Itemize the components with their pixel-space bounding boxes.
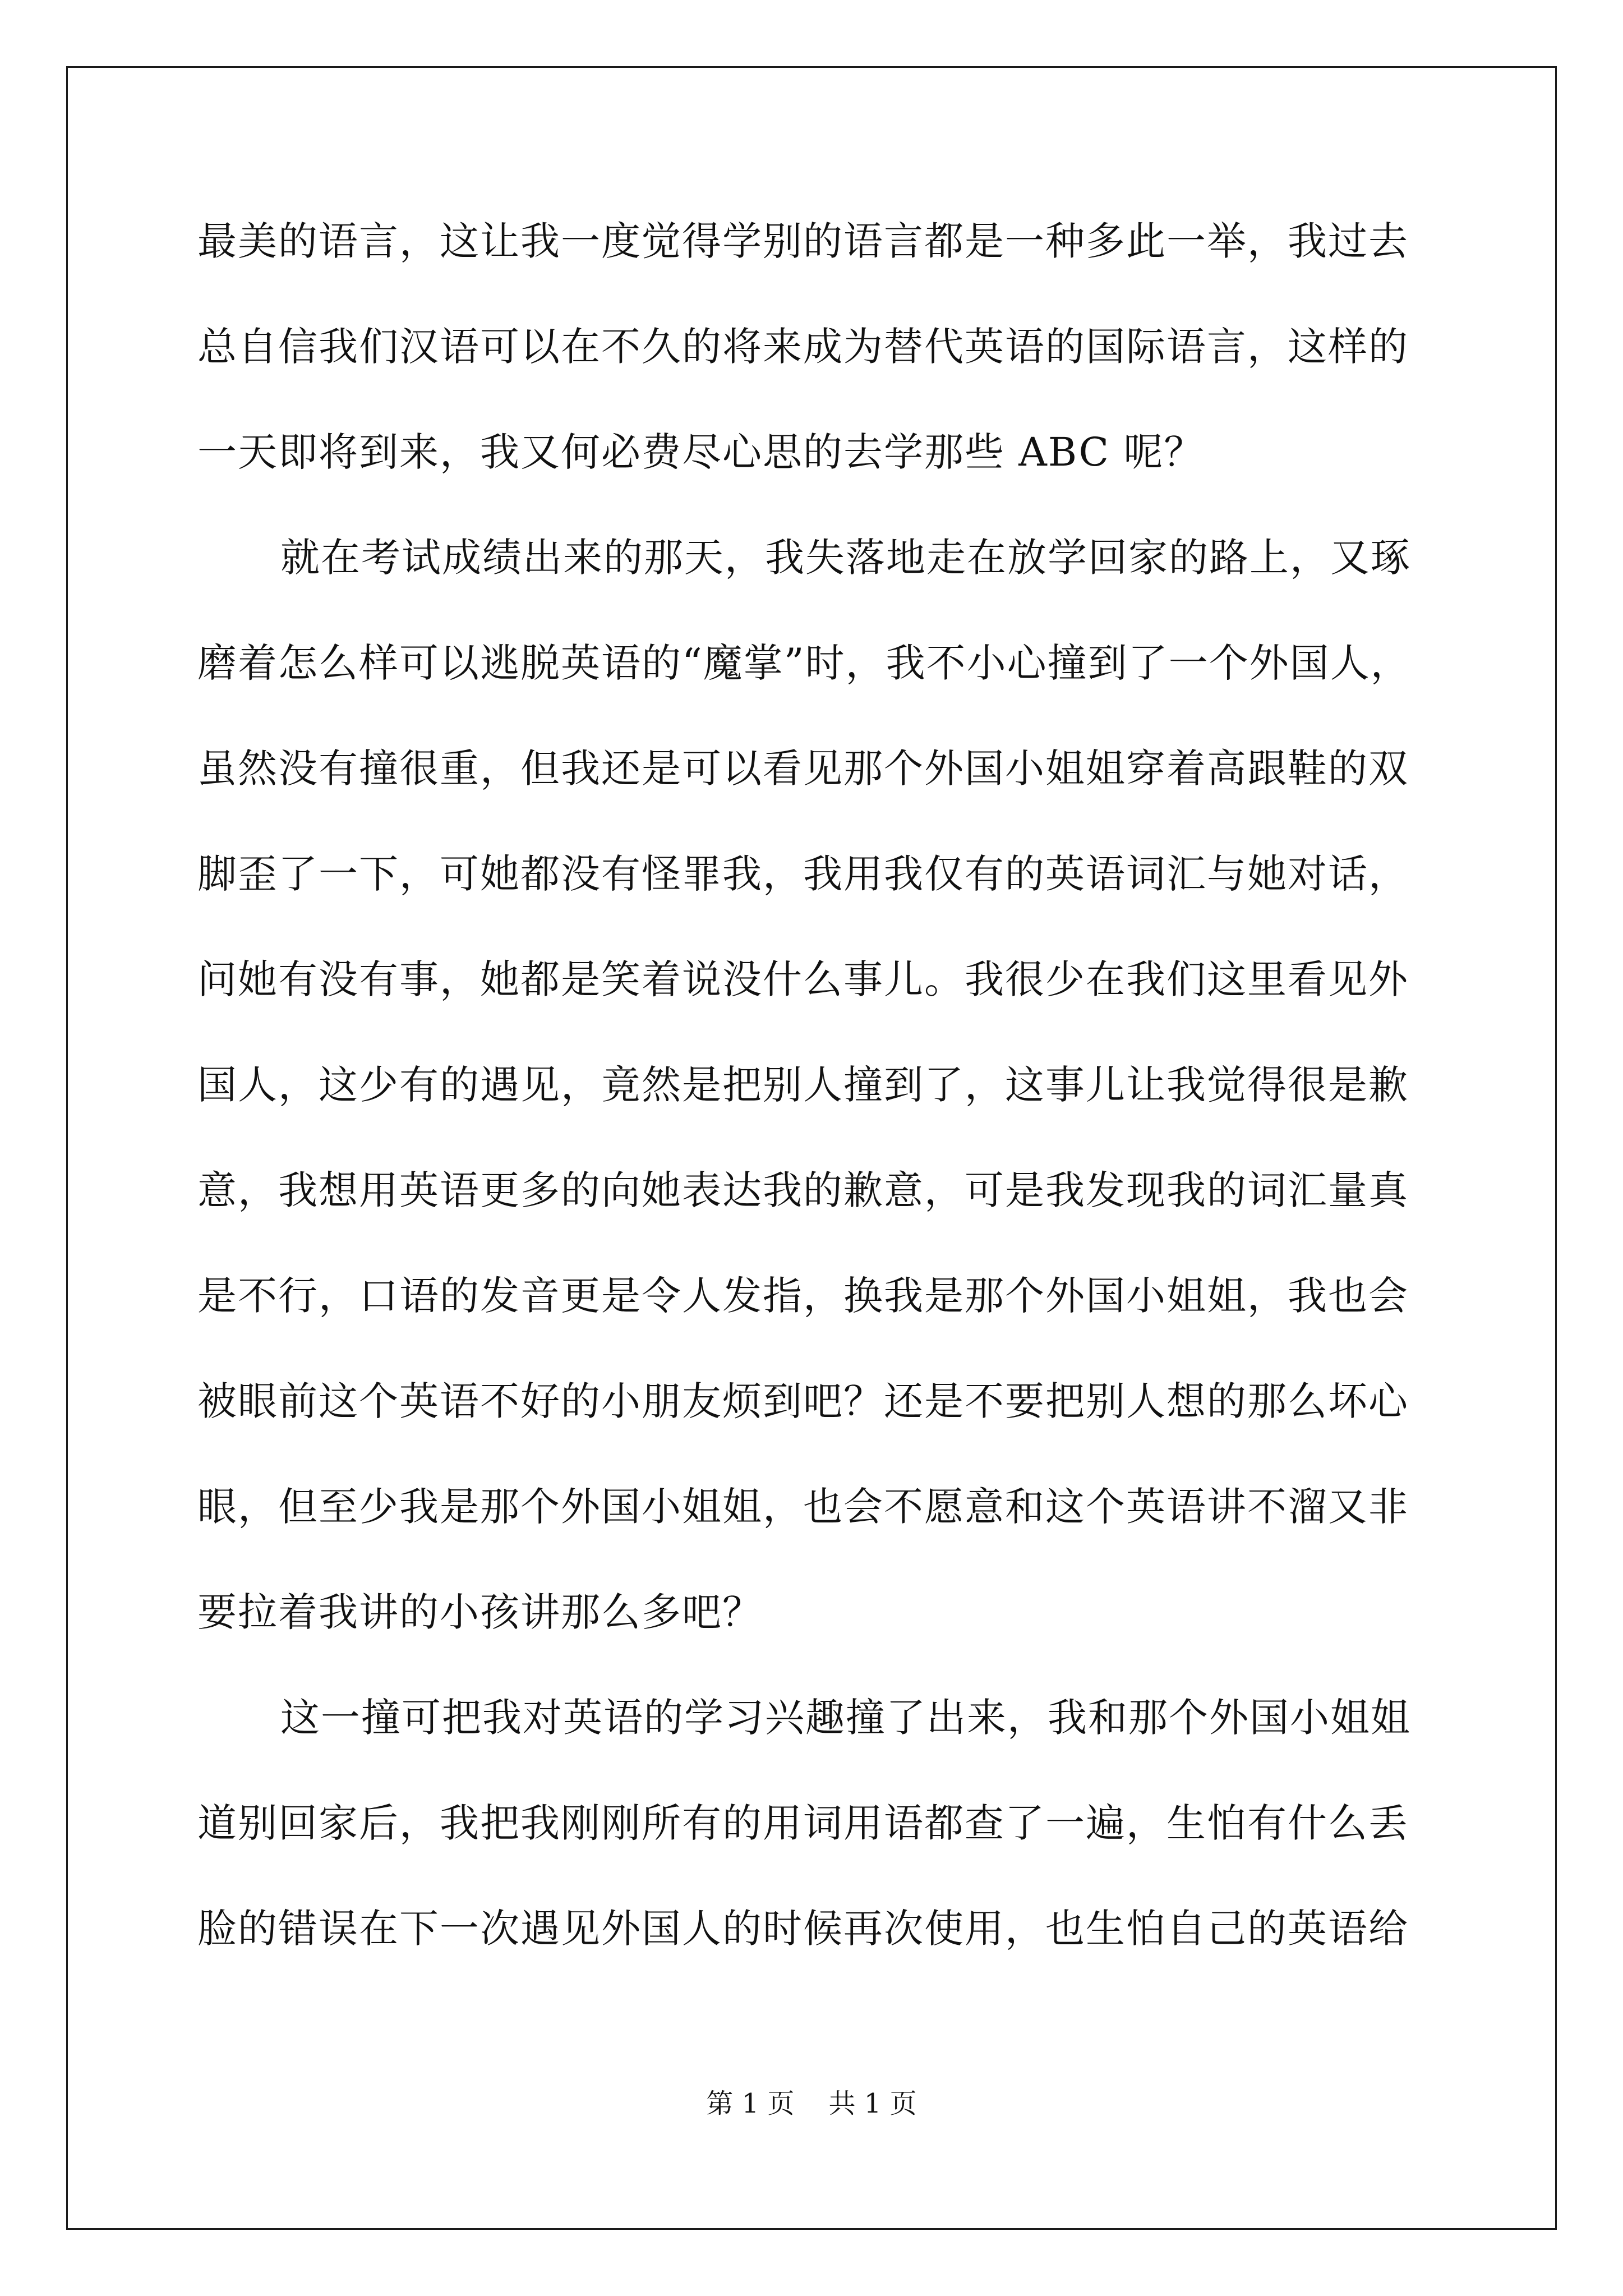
text-line: 就在考试成绩出来的那天，我失落地走在放学回家的路上，又琢: [280, 535, 1411, 581]
text-line: 问她有没有事，她都是笑着说没什么事儿。我很少在我们这里看见外: [197, 956, 1409, 1002]
text-line: 国人，这少有的遇见，竟然是把别人撞到了，这事儿让我觉得很是歉: [197, 1062, 1409, 1108]
text-line: 一天即将到来，我又何必费尽心思的去学那些 ABC 呢？: [197, 429, 1205, 475]
text-line: 最美的语言，这让我一度觉得学别的语言都是一种多此一举，我过去: [197, 218, 1409, 264]
text-line: 总自信我们汉语可以在不久的将来成为替代英语的国际语言，这样的: [197, 324, 1409, 370]
text-line: 这一撞可把我对英语的学习兴趣撞了出来，我和那个外国小姐姐: [280, 1695, 1411, 1741]
text-line: 是不行，口语的发音更是令人发指，换我是那个外国小姐姐，我也会: [197, 1273, 1409, 1319]
text-line: 脸的错误在下一次遇见外国人的时候再次使用，也生怕自己的英语给: [197, 1906, 1409, 1952]
text-line: 要拉着我讲的小孩讲那么多吧？: [197, 1589, 763, 1635]
text-line: 脚歪了一下，可她都没有怪罪我，我用我仅有的英语词汇与她对话，: [197, 851, 1409, 897]
page-footer: 第 1 页 共 1 页: [706, 2088, 917, 2119]
text-line: 磨着怎么样可以逃脱英语的“魔掌”时，我不小心撞到了一个外国人，: [197, 640, 1411, 686]
text-line: 眼，但至少我是那个外国小姐姐，也会不愿意和这个英语讲不溜又非: [197, 1484, 1409, 1530]
text-line: 被眼前这个英语不好的小朋友烦到吧？还是不要把别人想的那么坏心: [197, 1378, 1409, 1424]
text-line: 道别回家后，我把我刚刚所有的用词用语都查了一遍，生怕有什么丢: [197, 1800, 1409, 1846]
text-line: 虽然没有撞很重，但我还是可以看见那个外国小姐姐穿着高跟鞋的双: [197, 746, 1409, 792]
text-line: 意，我想用英语更多的向她表达我的歉意，可是我发现我的词汇量真: [197, 1167, 1409, 1213]
